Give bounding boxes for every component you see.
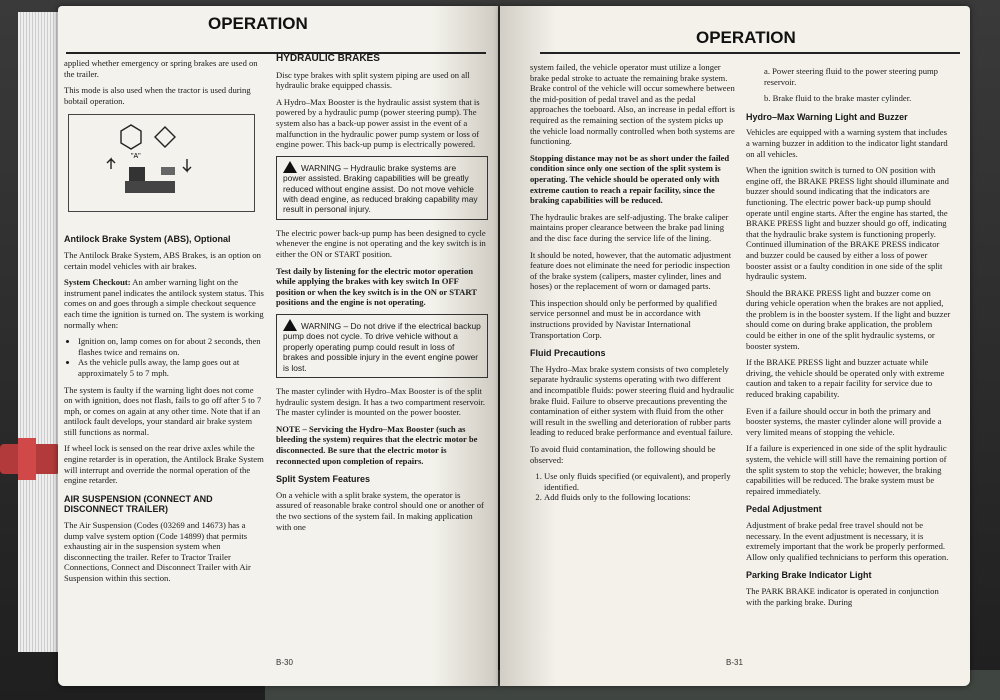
paragraph: If the BRAKE PRESS light and buzzer actuate while driving, the vehicle should be operated only with extreme caution and taken to a repair facility for service due to reduced braking capability.	[746, 357, 945, 400]
system-checkout-text: An amber warning light on the instrument panel indicates the antilock system status. This comes on and goes through a simple checkout sequence each time the ignition is turned on. The system is working normally when:	[64, 277, 264, 330]
note: NOTE – Servicing the Hydro–Max Booster (such as bleeding the system) requires that the electric motor be disconnected. Be sure that the electric motor is reconnected upon completion of repairs.	[276, 423, 478, 466]
paragraph: When the ignition switch is turned to ON position with engine off, the BRAKE PRESS light should illuminate and buzzer should sound indicating that the indicators are functioning. The electric power back-up pump should operate until engine starts. After the engine has started, the BRAKE PRESS light and buzzer should go off, indicating that the hydraulic brake system is functioning properly. Continued illumination of the BRAKE PRESS indicator and buzzer could be caused by either a loss of power booster assist or a faulty condition in one side of the split hydraulic system.	[746, 165, 949, 282]
paragraph: This inspection should only be performed by qualified service personnel and must be in accordance with instructions provided by Navistar International Transportation Corp.	[530, 297, 717, 340]
paragraph: Adjustment of brake pedal free travel should not be necessary. In the event adjustment is necessary, it is extremely important that the work be properly performed. Allow only qualified technicians to perform this operation.	[746, 519, 949, 562]
hydraulic-brakes-title: HYDRAULIC BRAKES	[276, 53, 380, 64]
right-column-1	[530, 62, 735, 509]
red-tab-edge	[18, 438, 36, 480]
parking-brake-title: Parking Brake Indicator Light	[746, 570, 872, 581]
right-page-header: OPERATION	[696, 28, 796, 47]
paragraph: If a failure is experienced in one side of the split hydraulic system, the vehicle will still have the remaining portion of the split system to stop the vehicle; however, the braking capabilities will be reduced. The brake system must be repaired immediately.	[746, 443, 947, 496]
paragraph-bold: Test daily by listening for the electric motor operation while applying the brakes with key switch In OFF position or when the key switch is in the ON or START positions and the engine is not operating.	[276, 265, 477, 308]
paragraph: system failed, the vehicle operator must utilize a longer brake pedal stroke to actuate the remaining brake system. Brake control of the vehicle will occur somewhere between the mid-position of pedal travel and as the pedal approaches the toeboard. Also, an increase in pedal effort is required as the remaining section of the system picks up the vehicle load normally controlled when both systems are functioning.	[530, 62, 735, 147]
right-page-number: B-31	[726, 658, 743, 667]
system-checkout-label: System Checkout:	[64, 277, 131, 288]
header-rule	[540, 52, 960, 54]
list-item: • Ignition on, lamp comes on for about 2 seconds, then flashes twice and remains on.	[78, 336, 264, 357]
list-item: a. Power steering fluid to the power steering pump reservoir.	[764, 66, 938, 87]
paragraph: The Antilock Brake System, ABS Brakes, is an option on certain model vehicles with air brakes.	[64, 249, 261, 271]
system-checkout	[64, 277, 264, 330]
warning-box	[276, 156, 488, 220]
fluid-precautions-title: Fluid Precautions	[530, 348, 606, 359]
paragraph: A Hydro–Max Booster is the hydraulic assist system that is powered by a hydraulic pump (power steering pump). The system also has a back-up power assist in the event of a malfunction in the hydraulic power pump system or loss of engine power. This back-up pump is electrically powered.	[276, 96, 480, 150]
paragraph: Should the BRAKE PRESS light and buzzer come on during vehicle operation when the brakes are not applied, the problem is in the booster system. If the light and buzzer should come on during brake application, the problem could be either in one of the split hydraulic systems, or booster system.	[746, 287, 951, 351]
split-system-title: Split System Features	[276, 474, 371, 485]
pedal-adjustment-title: Pedal Adjustment	[746, 504, 822, 515]
list-item: 2. Add fluids only to the following locations:	[544, 492, 735, 503]
paragraph: The electric power back-up pump has been designed to cycle whenever the engine is not operating and the key switch is in either the ON or START position.	[276, 227, 486, 259]
bullet-list	[64, 336, 264, 378]
paragraph: Disc type brakes with split system piping are used on all hydraulic brake equipped chassis.	[276, 69, 470, 91]
right-column-2	[746, 66, 951, 613]
valve-figure	[68, 114, 255, 212]
paragraph: The Air Suspension (Codes (03269 and 14673) has a dump valve system option (Code 14899) that permits exhausting air in the suspension system when disconnecting the trailer. Refer to Tractor Trailer Connections, Connect and Disconnect Trailer with Air Suspension within this section.	[64, 520, 251, 583]
page-stack	[18, 12, 62, 652]
warning-triangle-icon	[283, 319, 297, 331]
paragraph: To avoid fluid contamination, the following should be observed:	[530, 444, 716, 465]
numbered-list	[530, 471, 735, 503]
paragraph: If wheel lock is sensed on the rear drive axles while the engine retarder is in operation, the Antilock Brake System will interrupt and override the normal operation of the engine retarder.	[64, 443, 264, 486]
warning-box	[276, 314, 488, 378]
warning-light-title: Hydro–Max Warning Light and Buzzer	[746, 111, 908, 122]
left-page	[58, 6, 498, 686]
paragraph: The system is faulty if the warning light does not come on with ignition, does not flash, fails to go off after 5 to 7 mph, or comes on again at any other time. Note that if an antilock fault develops, your standard air brake system still functions as normal.	[64, 384, 262, 437]
paragraph: Even if a failure should occur in both the primary and booster systems, the master cylinder alone will provide a very limited means of stopping the vehicle.	[746, 405, 942, 437]
warning-text: WARNING – Hydraulic brake systems are power assisted. Braking capabilities will be greatly reduced without engine assist. Do not move vehicle with dead engine, as reduced braking capability may result in personal injury.	[283, 162, 478, 215]
air-suspension-title: AIR SUSPENSION (CONNECT AND DISCONNECT TRAILER)	[64, 493, 213, 515]
list-item: 1. Use only fluids specified (or equivalent), and properly identified.	[544, 471, 735, 492]
left-page-number: B-30	[276, 658, 293, 667]
paragraph: The hydraulic brakes are self-adjusting. The brake caliper maintains proper clearance between the brake pad lining and the disc face during the service life of the lining.	[530, 211, 729, 243]
right-page	[500, 6, 970, 686]
paragraph: Vehicles are equipped with a warning system that includes a warning buzzer in addition to the indicator light standard on all vehicles.	[746, 127, 948, 159]
warning-text: WARNING – Do not drive if the electrical backup pump does not cycle. To drive vehicle without a properly operating pump could result in loss of brakes and possible injury in the event engine power is lost.	[283, 320, 481, 373]
paragraph: The master cylinder with Hydro–Max Booster is of the split hydraulic system design. It has a two compartment reservoir. The master cylinder is mounted on the power booster.	[276, 385, 486, 418]
paragraph: The PARK BRAKE indicator is operated in conjunction with the parking brake. During	[746, 585, 939, 607]
figure-label: "A"	[131, 153, 141, 160]
paragraph: On a vehicle with a split brake system, the operator is assured of reasonable brake control should one or another of the two sections of the system fail. In making application with one	[276, 489, 484, 532]
abs-title: Antilock Brake System (ABS), Optional	[64, 234, 231, 245]
warning-triangle-icon	[283, 161, 297, 173]
paragraph: The Hydro–Max brake system consists of two completely separate hydraulic systems operating with two different and incompatible fluids: power steering fluid and hydraulic brake fluid. Failure to observe precautions preventing the contamination of either system with fluid from the other will result in the swelling and deterioration of rubber parts leading to reduced brake performance and eventual failure.	[530, 363, 735, 438]
paragraph: applied whether emergency or spring brakes are used on the trailer.	[64, 58, 258, 79]
paragraph: It should be noted, however, that the automatic adjustment feature does not eliminate the need for periodic inspection of the brake system (calipers, master cylinder, lines and hoses) or the replacement of worn or damaged parts.	[530, 249, 732, 292]
left-column-2	[276, 46, 488, 538]
valve-diagram	[69, 115, 254, 211]
paragraph-bold: Stopping distance may not be as short under the failed condition since only one section of the split system is operating. The vehicle should be operated only with extreme caution to reach a repair facility, since the braking capabilities will be reduced.	[530, 152, 730, 206]
list-item: • As the vehicle pulls away, the lamp goes out at approximately 5 to 7 mph.	[78, 357, 264, 378]
left-page-header: OPERATION	[208, 14, 308, 33]
paragraph: This mode is also used when the tractor is used during bobtail operation.	[64, 85, 251, 106]
list-item: b. Brake fluid to the brake master cylinder.	[764, 93, 912, 104]
